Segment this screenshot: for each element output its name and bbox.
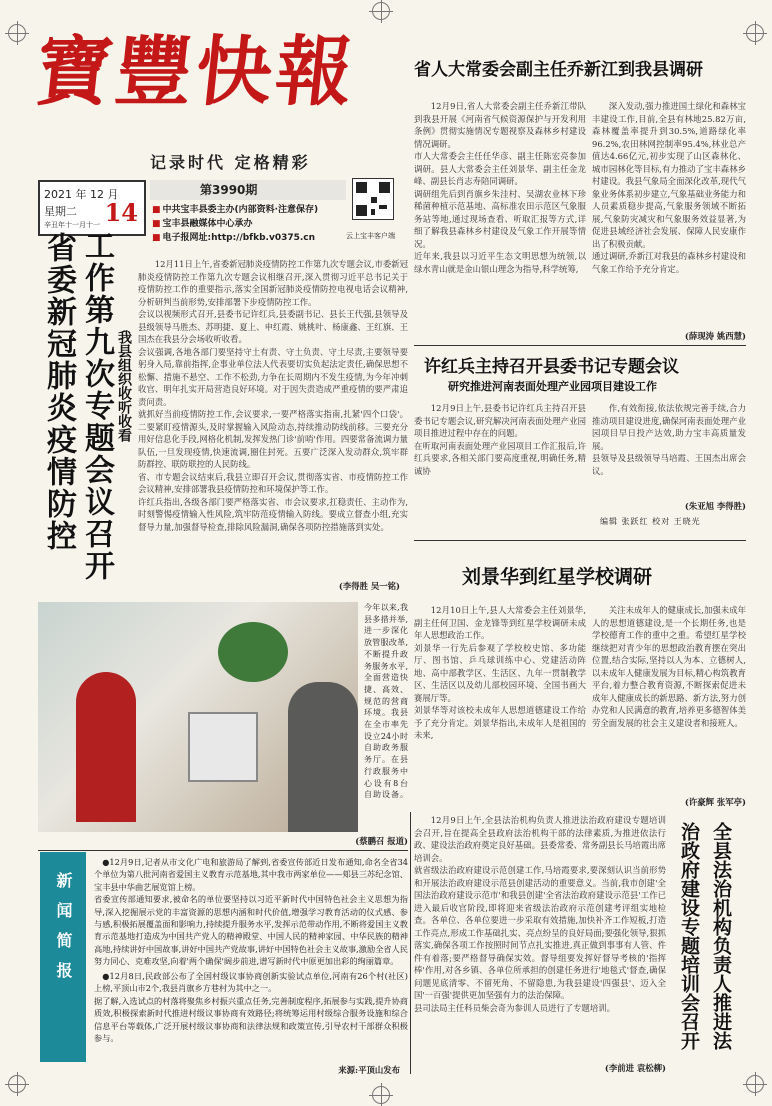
article4-headline[interactable]: 刘景华到红星学校调研 [462,566,653,588]
article5-byline: (李前进 袁松柳) [604,1063,666,1073]
photo-caption: 今年以来,我县多措并举,进一步深化放管服改革,不断提升政务服务水平,全面营造快捷、高效、规范的营商环境。我县在全市率先设立24小时自助政务服务厅。在县行政服务中心设有8台自助设备。 [364,603,408,800]
article5-headline[interactable]: 全县法治机构负责人推进法 [710,822,732,1050]
article2-body: 12月11日上午,省委新冠肺炎疫情防控工作第九次专题会议,市委新冠肺炎疫情防控工作第九次专题会议相继召开,深入贯彻习近平总书记关于疫情防控工作的重要指示,落实全国新冠肺炎疫情防控电视电话会议精神,分析研判当前形势,安排部署下步疫情防控工作。 会议以视频形式召开,县委书记许红兵,县委副书记、县长王代强,县领导及县级领导马胜杰、苏明捷、夏上、申红霞、姚桃叶、杨康鑫、王红旗、王国杰在我县分会场收听收看。 会议强调,各地各部门要坚持守土有责、守土负责、守土尽责,主要领导要躬身入局,靠前指挥,企事业单位法人代表要切实负起法定责任,确保思想不松懈、措施不悬空、工作不松劲,力争在长周期内不发生疫情,为今年冲刺收官、明年扎实开局营造良好环境。对于因失责造成严重疫情的要严肃追责问责。 就抓好当前疫情防控工作,会议要求,一要严格落实指南,扎紧'四个口袋'。二要紧盯疫情源头,及时掌握输入风险动态,持续推动防线前移。三要充分用好信息化手段,网格化机制,发挥发热门诊'前哨'作用。四要常备流调力量队伍,一旦发现疫情,快速流调,圈住封死。五要广泛深入发动群众,筑牢群防群控、联防联控的人民防线。 省、市专题会议结束后,我县立即召开会议,贯彻落实省、市疫情防控工作会议精神,安排部署我县疫情防控和环境保护等工作。 许红兵指出,各级各部门要严格落实省、市会议要求,扛稳责任、主动作为,时刻警惕疫情输入性风险,筑牢防范疫情输入防线。要成立督查小组,充实督导力量,加强督导检查,排除风险漏洞,确保各项防控措施落到实处。 [138,259,408,532]
article5-headline-2[interactable]: 治政府建设专题培训会召开 [678,822,700,1050]
issue-number: 第3990期 [150,180,346,200]
article1-byline: (薛现涛 姚西慧) [684,331,746,341]
article2-headline-2[interactable]: 省委新冠肺炎疫情防控 [41,232,76,552]
publisher-line: ■ 中共宝丰县委主办(内部资料·注意保存) [152,203,318,217]
registration-mark [746,1075,764,1093]
article2-subheadline: 我县组织收听收看 [116,330,132,442]
date-box [38,180,146,236]
article4-col1: 12月10日上午,县人大常委会主任刘景华,副主任何卫国、金龙锋等到红星学校调研未成年人思想政治工作。 刘景华一行先后参观了学校校史馆、多功能厅、图书馆、乒乓球训练中心、党建活动阵地、高中部教学区、生活区、九年一贯制教学区、生活区以及幼儿部校园环境、全国书画大赛展厅等。 刘景华等对该校未成年人思想道德建设工作给予了充分肯定。刘景华指出,未成年人是祖国的未来, [414,605,586,740]
website-link[interactable]: ■ 电子报网址:http://bfkb.v0375.cn [152,231,318,245]
brief-item-1: ●12月9日,记者从市文化广电和旅游局了解到,省委宣传部近日发布通知,命名全省34个单位为第八批河南省爱国主义教育示范基地,其中我市两家单位——郏县三苏纪念馆、宝丰县中华曲艺展览馆上榜。 省委宣传部通知要求,被命名的单位要坚持以习近平新时代中国特色社会主义思想为指导,深入挖掘展示党的丰富资源的思想内涵和时代价值,增强学习教育活动的仪式感、参与感,积极拓展覆盖面和影响力,持续提升服务水平,发挥示范带动作用,不断将爱国主义教育示范基地打造成为中国共产党人的精神殿堂、中国人民的精神家园、中华民族的精神高地,持续讲好中国故事,讲好中国共产党故事,讲好中国特色社会主义故事,激励全省人民努力同心、克难攻坚,向着'两个确保'阔步前进,谱写新时代中原更加出彩的绚丽篇章。 [94,857,408,967]
article4-byline: (许豪辉 张军亭) [684,797,746,807]
qr-caption: 云上宝丰客户端 [346,232,395,240]
article1-col1: 12月9日,省人大常委会副主任乔新江带队到我县开展《河南省气候资源保护与开发利用条例》贯彻实施情况专题视察及森林乡村建设情况调研。 市人大常委会主任任华彦、副主任陈宏亮参加调研。县人大常委会主任刘景华、副主任金龙峰、副县长肖志寿陪同调研。 调研组先后到肖旗乡朱洼村、吴湖农业林下珍稀菌种植示范基地、高标准农田示范区气象服务站等地,通过现场查看、听取汇报等方式,详细了解我县森林乡村建设及气象工作开展等情况。 近年来,我县以习近平生态文明思想为统领,以绿水青山就是金山银山理念为指导,科学统筹, [414,101,586,274]
article3-col2: 作,有效衔接,依法依规完善手续,合力推动项目建设进度,确保河南表面处理产业园项目早日投产达效,助力宝丰高质量发展。 县领导及县级领导马培霞、王国杰出席会议。 [592,403,746,476]
registration-mark [746,24,764,42]
slogan: 记录时代 定格精彩 [150,153,311,172]
article2-byline: (李得胜 吴一铭) [338,581,400,591]
qr-code-icon[interactable] [352,178,394,220]
article2-headline[interactable]: 工作第九次专题会议召开 [79,230,114,582]
article3-headline[interactable]: 许红兵主持召开县委书记专题会议 [424,357,679,377]
photo-byline: (蔡鹏召 报道) [355,836,408,846]
publisher-info [152,203,318,245]
registration-mark [8,1075,26,1093]
brief-item-2: ●12月8日,民政部公布了全国村级议事协商创新实验试点单位,河南有26个村(社区)上榜,平顶山市2个,我县肖旗乡方巷村为其中之一。 据了解,入选试点的村落将聚焦乡村振兴重点任务,完善制度程序,拓展参与实践,提升协商质效,积极探索新时代推进村级议事协商有效路径;将统筹运用村级综合服务设施和综合信息平台等载体,广泛开展村级议事协商和法律法规和政策宣传,引导农村干部群众积极参与。 [94,971,408,1044]
article3-byline: (朱亚旭 李得胜) [684,501,746,511]
date-weekday: 星期二 [44,205,77,218]
registration-mark [8,24,26,42]
news-brief-label: 新闻简报 [40,852,86,1062]
date-day: 14 [104,198,138,227]
article3-subheadline: 研究推进河南表面处理产业园项目建设工作 [448,380,657,393]
date-lunar: 辛丑年十一月十一 [44,221,100,229]
article3-col1: 12月9日上午,县委书记许红兵主持召开县委书记专题会议,研究解决河南表面处理产业园项目推进过程中存在的问题。 在听取河南表面处理产业园项目工作汇报后,许红兵要求,各相关部门要高度重视,明确任务,精诚协 [414,403,586,476]
article4-col2: 关注未成年人的健康成长,加强未成年人的思想道德建设,是一个长期任务,也是学校德育工作的重中之重。希望红星学校继续把对青少年的思想政治教育摆在突出位置,结合实际,坚持以人为本、立德树人,以未成年人健康发展为目标,精心构筑教育平台,着力整合教育资源,不断探索促进未成年人健康成长的新思路、新方法,努力创办党和人民满意的教育,培养更多德智体美劳全面发展的社会主义建设者和接班人。 [592,605,746,728]
registration-mark [372,2,390,20]
article1-headline[interactable]: 省人大常委会副主任乔新江到我县调研 [414,60,703,80]
publisher-line: ■ 宝丰县融媒体中心承办 [152,217,318,231]
article5-body: 12月9日上午,全县法治机构负责人推进法治政府建设专题培训会召开,旨在提高全县政府法治机构干部的法律素质,为推进依法行政、建设法治政府奠定良好基础。县委常委、常务副县长马培霞出席培训会。 就省级法治政府建设示范创建工作,马培霞要求,要深刻认识当前形势和开展法治政府建设示范县创建活动的重要意义。当前,我市创建'全国法治政府建设示范市'和我县创建'全省法治政府建设示范县'工作已进入最后收官阶段,即将迎来省级法治政府示范创建考评组实地检查。各单位、各单位要进一步采取有效措施,加快补齐工作短板,打造工作亮点,形成工作基础扎实、亮点纷呈的良好局面;要强化领导,狠抓落实,确保各项工作按照时间节点扎实推进,真正做到事事有人管、件件有着落;要严格督导确保实效。督导组要发挥好督导考核的'指挥棒'作用,对各乡镇、各单位所承担的创建任务进行'地毯式'督查,确保问题见底清零、不留死角、不留隐患,为我县建设'四强县'、迈入全国'一百强'提供更加坚强有力的法治保障。 县司法局主任科员柴会奇为参训人员进行了专题培训。 [414,815,666,1013]
article1-col2: 深入发动,强力推进国土绿化和森林宝丰建设工作,目前,全县有林地25.82万亩,森林覆盖率提升到30.5%,道路绿化率96.2%,农田林网控制率95.4%,林业总产值达4.66亿元,初步实现了山区森林化、城市园林化等目标,有力推动了宝丰森林乡村建设。我县气象局全面深化改革,现代气象业务体系初步建立,气象基础业务能力和人员素质稳步提高,气象服务领域不断拓展,气象防灾减灾和气象服务效益显著,为促进县域经济社会发展、保障人民安康作出了积极贡献。 通过调研,乔新江对我县的森林乡村建设和气象工作给予充分肯定。 [592,101,746,274]
registration-mark [372,1086,390,1104]
date-year-month: 2021 年 12 月 [44,188,119,201]
brief-source: 来源:平顶山发布 [338,1065,400,1075]
masthead-logo: 寶豐快報 [31,27,361,116]
editor-credits: 编辑 张跃红 校对 王晓光 [600,517,701,526]
